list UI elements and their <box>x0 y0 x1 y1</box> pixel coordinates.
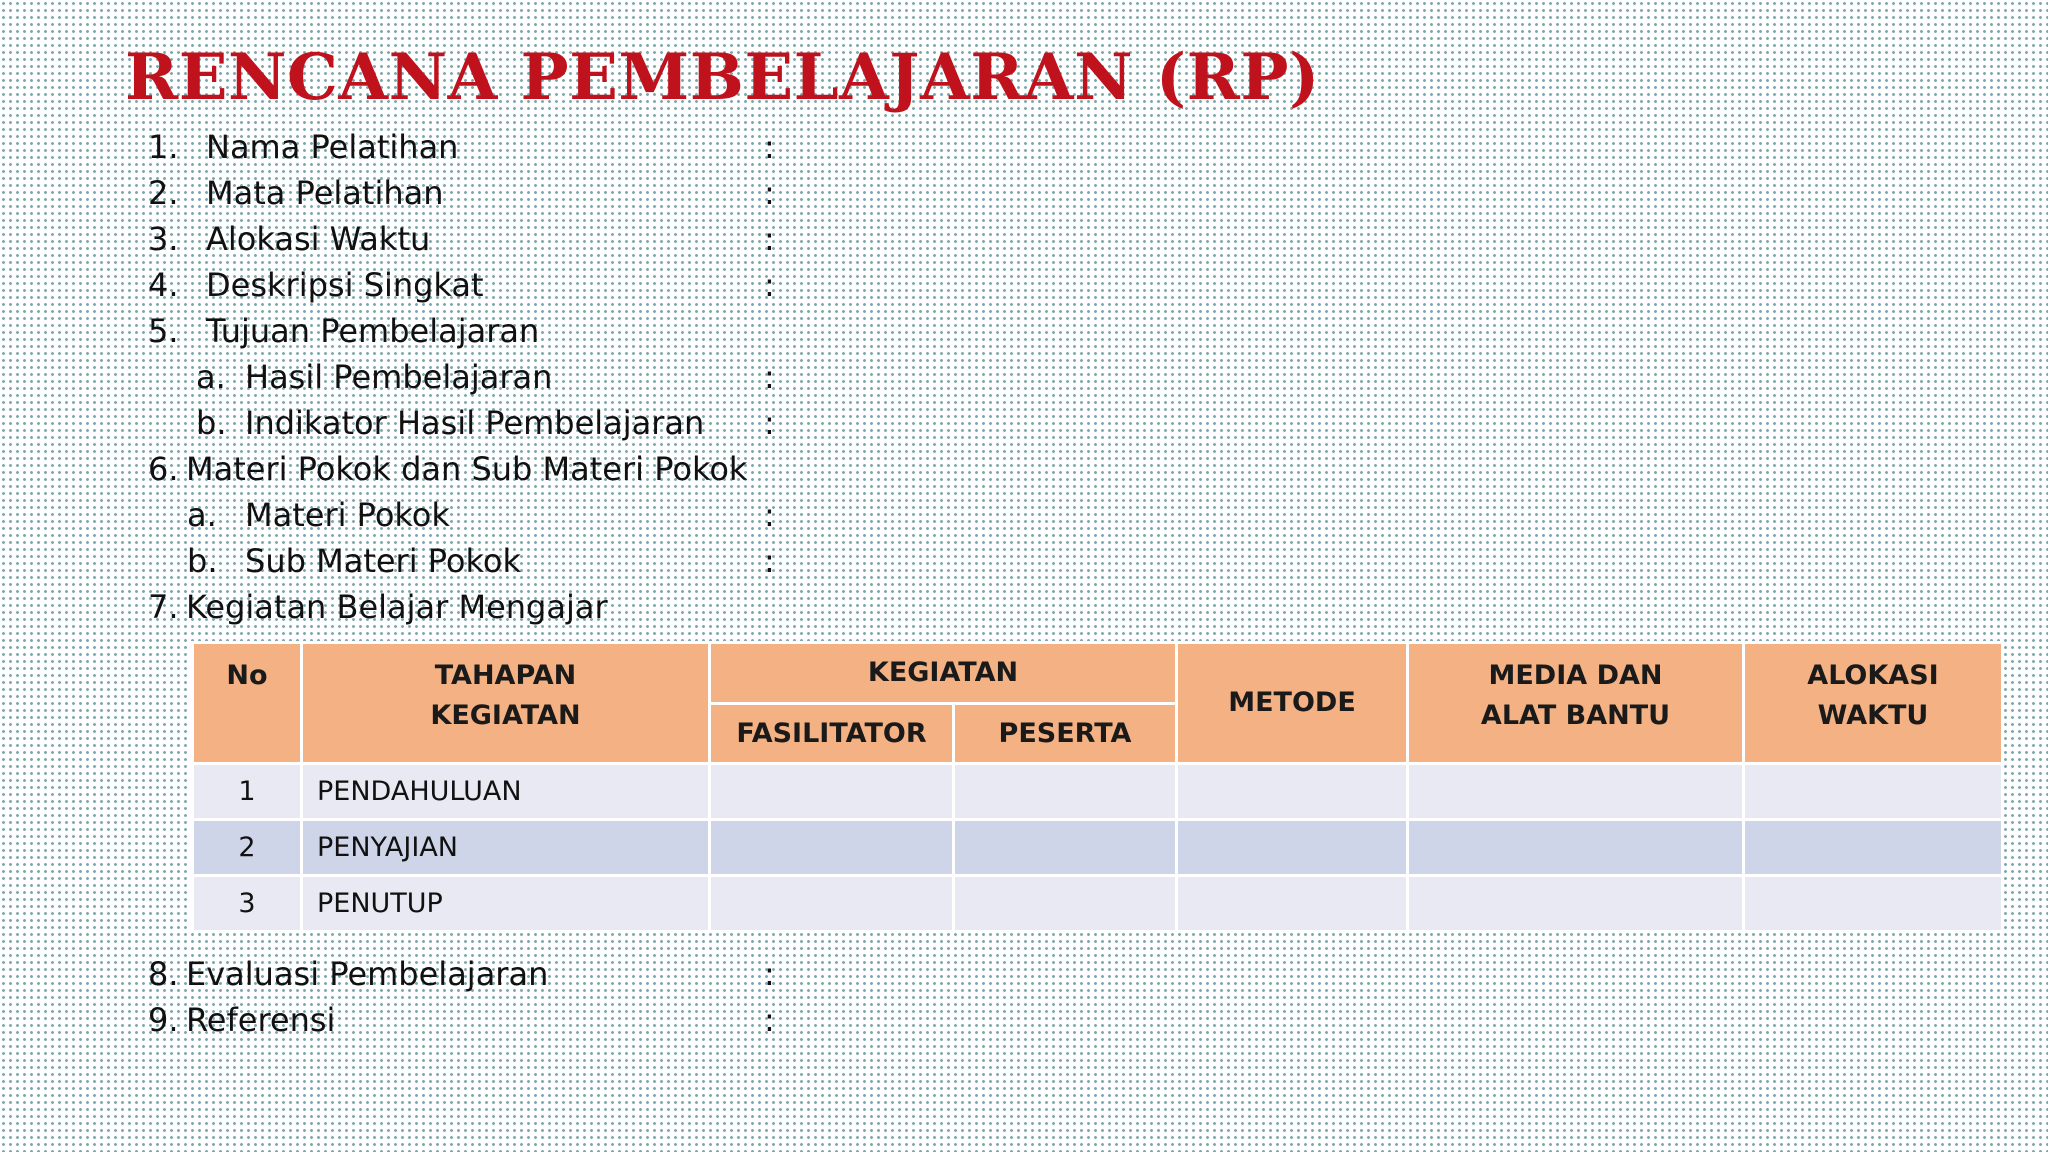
header-fasilitator: FASILITATOR <box>710 704 954 764</box>
cell-tahapan: PENDAHULUAN <box>302 764 710 820</box>
item-number: a. <box>196 358 226 396</box>
header-alokasi: ALOKASI WAKTU <box>1744 643 2003 764</box>
cell-media <box>1408 764 1744 820</box>
item-label: Evaluasi Pembelajaran <box>186 955 549 993</box>
cell-peserta <box>954 820 1177 876</box>
item-number: b. <box>196 404 227 442</box>
header-tahapan: TAHAPAN KEGIATAN <box>302 643 710 764</box>
item-number: a. <box>187 496 217 534</box>
item-label: Alokasi Waktu <box>206 220 431 258</box>
item-label: Deskripsi Singkat <box>206 266 484 304</box>
cell-fasilitator <box>710 764 954 820</box>
cell-metode <box>1177 764 1408 820</box>
cell-fasilitator <box>710 876 954 932</box>
item-number: b. <box>187 542 218 580</box>
cell-alokasi <box>1744 876 2003 932</box>
item-number: 9. <box>148 1001 179 1039</box>
cell-peserta <box>954 876 1177 932</box>
item-colon: : <box>764 1001 775 1039</box>
item-label: Mata Pelatihan <box>206 174 444 212</box>
item-label: Hasil Pembelajaran <box>245 358 553 396</box>
cell-tahapan: PENYAJIAN <box>302 820 710 876</box>
cell-alokasi <box>1744 820 2003 876</box>
table-row <box>193 820 2003 876</box>
table-header-row <box>193 643 2003 704</box>
item-label: Kegiatan Belajar Mengajar <box>186 588 608 626</box>
table-row <box>193 876 2003 932</box>
item-label: Materi Pokok <box>245 496 450 534</box>
kegiatan-table <box>191 641 2004 933</box>
cell-metode <box>1177 876 1408 932</box>
cell-alokasi <box>1744 764 2003 820</box>
item-colon: : <box>764 128 775 166</box>
item-colon: : <box>764 496 775 534</box>
cell-tahapan: PENUTUP <box>302 876 710 932</box>
item-label: Sub Materi Pokok <box>245 542 521 580</box>
item-colon: : <box>764 220 775 258</box>
cell-fasilitator <box>710 820 954 876</box>
item-label: Nama Pelatihan <box>206 128 459 166</box>
item-label: Referensi <box>186 1001 336 1039</box>
header-kegiatan: KEGIATAN <box>710 643 1177 704</box>
item-colon: : <box>764 358 775 396</box>
cell-no: 1 <box>193 764 302 820</box>
cell-metode <box>1177 820 1408 876</box>
cell-no: 2 <box>193 820 302 876</box>
item-colon: : <box>764 404 775 442</box>
item-colon: : <box>764 542 775 580</box>
item-number: 7. <box>148 588 179 626</box>
header-metode: METODE <box>1177 643 1408 764</box>
header-media: MEDIA DAN ALAT BANTU <box>1408 643 1744 764</box>
item-label: Tujuan Pembelajaran <box>206 312 540 350</box>
table-row <box>193 764 2003 820</box>
header-peserta: PESERTA <box>954 704 1177 764</box>
item-number: 4. <box>148 266 179 304</box>
item-label: Indikator Hasil Pembelajaran <box>245 404 705 442</box>
header-no: No <box>193 643 302 764</box>
cell-media <box>1408 876 1744 932</box>
item-number: 5. <box>148 312 179 350</box>
item-colon: : <box>764 955 775 993</box>
item-colon: : <box>764 266 775 304</box>
page-title: RENCANA PEMBELAJARAN (RP) <box>125 40 1320 115</box>
item-label: Materi Pokok dan Sub Materi Pokok <box>186 450 748 488</box>
item-number: 1. <box>148 128 179 166</box>
cell-no: 3 <box>193 876 302 932</box>
item-number: 6. <box>148 450 179 488</box>
cell-peserta <box>954 764 1177 820</box>
item-colon: : <box>764 174 775 212</box>
item-number: 8. <box>148 955 179 993</box>
item-number: 3. <box>148 220 179 258</box>
item-number: 2. <box>148 174 179 212</box>
cell-media <box>1408 820 1744 876</box>
